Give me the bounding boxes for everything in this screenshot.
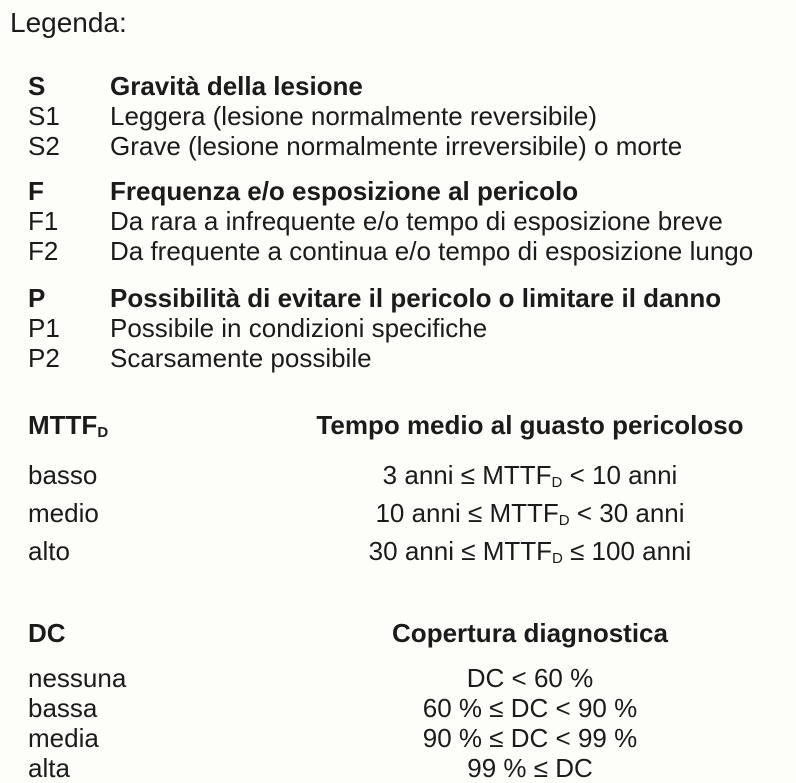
range-media: 90 % ≤ DC < 99 % xyxy=(422,723,638,753)
dc-row-media xyxy=(28,723,796,753)
label-alta: alta xyxy=(28,753,70,783)
mttfd-subscript: D xyxy=(97,424,109,441)
definition-row-f2 xyxy=(28,236,796,266)
symbol-dc: DC xyxy=(28,618,66,648)
text-f1: Da rara a infrequente e/o tempo di esposizione breve xyxy=(110,206,723,236)
dc-rows xyxy=(28,663,796,783)
range-basso: 3 anni ≤ $MTTF_D < 10$ anni xyxy=(382,460,678,491)
definition-heading-row xyxy=(28,176,796,206)
heading-mttfd: Tempo medio al guasto pericoloso xyxy=(316,410,744,440)
text-f2: Da frequente a continua e/o tempo di esposizione lungo xyxy=(110,236,754,266)
mttfd-rows xyxy=(28,460,796,574)
label-alto: alto xyxy=(28,536,70,566)
heading-severity: Gravità della lesione xyxy=(110,71,363,101)
label-bassa: bassa xyxy=(28,693,98,723)
page-title: Legenda: xyxy=(10,7,127,38)
definition-row-f1 xyxy=(28,206,796,236)
definition-heading-row xyxy=(28,283,796,313)
label-medio: medio xyxy=(28,498,99,528)
symbol-mttfd: $MTTF_D$ xyxy=(28,410,109,441)
text-s1: Leggera (lesione normalmente reversibile) xyxy=(110,101,598,131)
mttfd-row-medio xyxy=(28,498,796,536)
section-dc xyxy=(28,618,796,783)
text-p1: Possibile in condizioni specifiche xyxy=(110,313,488,343)
legend-content xyxy=(28,71,796,783)
symbol-s1: S1 xyxy=(28,101,60,131)
text-p2: Scarsamente possibile xyxy=(110,343,372,373)
label-nessuna: nessuna xyxy=(28,663,127,693)
section-severity xyxy=(28,71,796,161)
range-medio: 10 anni ≤ $MTTF_D < 30$ anni xyxy=(375,498,685,529)
heading-possibility: Possibilità di evitare il pericolo o limitare il danno xyxy=(110,283,722,313)
symbol-f: F xyxy=(28,176,44,206)
label-media: media xyxy=(28,723,99,753)
definition-row-p1 xyxy=(28,313,796,343)
symbol-s2: S2 xyxy=(28,131,60,161)
range-alto: 30 anni ≤ $MTTF_D \le 100$ anni xyxy=(368,536,692,567)
definition-row-s1 xyxy=(28,101,796,131)
legend-page xyxy=(0,6,796,783)
symbol-p2: P2 xyxy=(28,343,60,373)
range-alta: 99 % ≤ DC xyxy=(467,753,593,783)
symbol-p1: P1 xyxy=(28,313,60,343)
label-basso: basso xyxy=(28,460,98,490)
range-nessuna: DC < 60 % xyxy=(466,663,594,693)
symbol-f1: F1 xyxy=(28,206,59,236)
heading-dc: Copertura diagnostica xyxy=(392,618,668,648)
dc-row-nessuna xyxy=(28,663,796,693)
section-possibility xyxy=(28,283,796,373)
range-bassa: 60 % ≤ DC < 90 % xyxy=(422,693,638,723)
definition-row-p2 xyxy=(28,343,796,373)
mttfd-heading-row xyxy=(28,410,796,448)
heading-frequency: Frequenza e/o esposizione al pericolo xyxy=(110,176,579,206)
dc-heading-row xyxy=(28,618,796,648)
definition-row-s2 xyxy=(28,131,796,161)
symbol-p: P xyxy=(28,283,46,313)
dc-row-alta xyxy=(28,753,796,783)
text-s2: Grave (lesione normalmente irreversibile) o morte xyxy=(110,131,683,161)
symbol-s: S xyxy=(28,71,46,101)
mttfd-row-alto xyxy=(28,536,796,574)
section-mttfd xyxy=(28,410,796,574)
mttfd-row-basso xyxy=(28,460,796,498)
symbol-f2: F2 xyxy=(28,236,59,266)
dc-row-bassa xyxy=(28,693,796,723)
section-frequency xyxy=(28,176,796,266)
definition-heading-row xyxy=(28,71,796,101)
